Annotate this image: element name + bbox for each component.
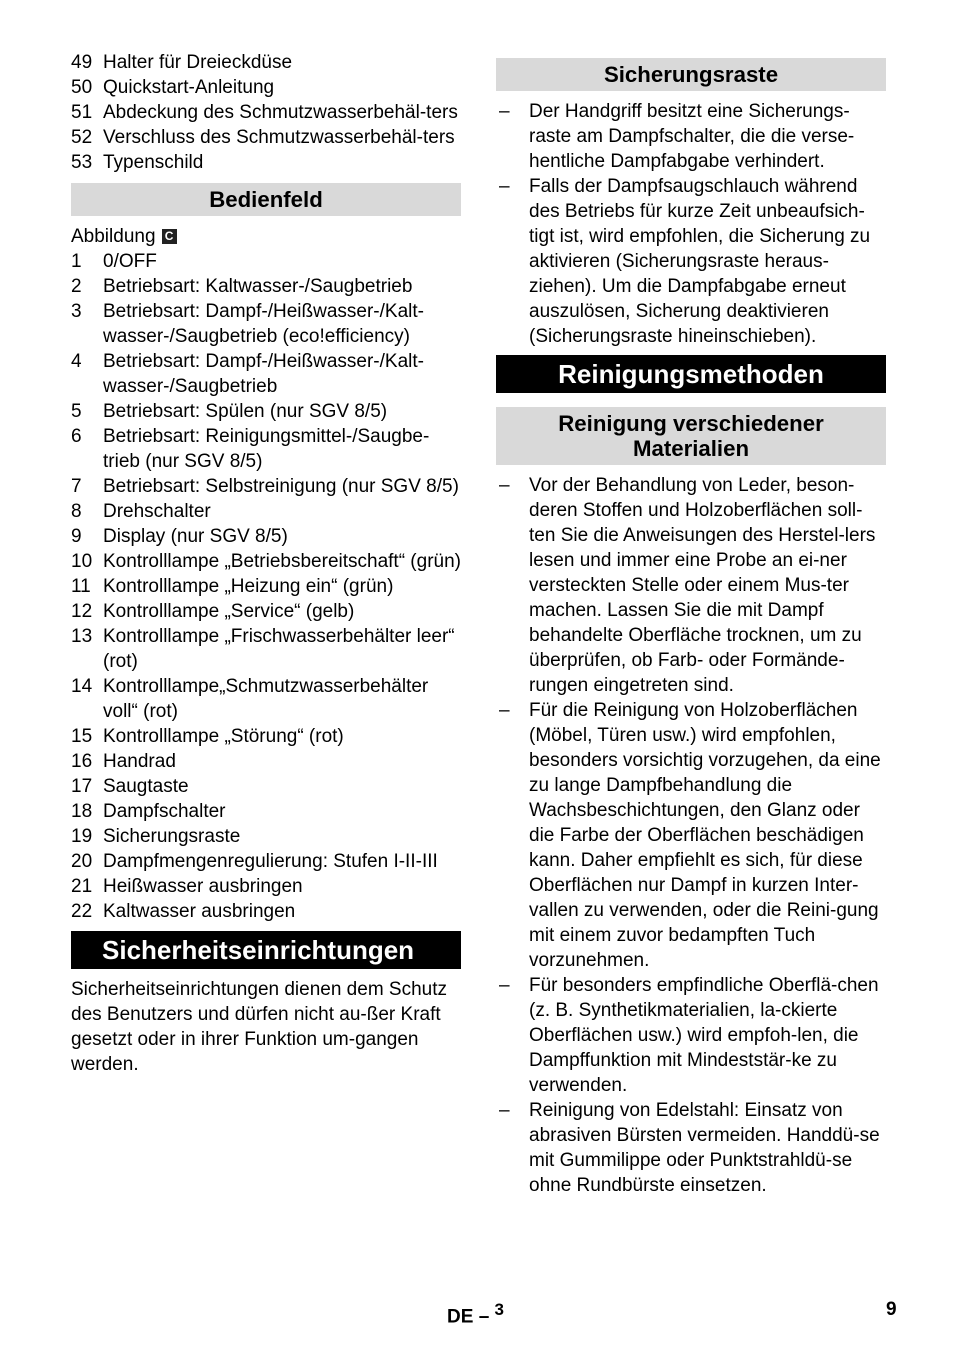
item-text: Drehschalter bbox=[103, 501, 211, 522]
list-item bbox=[71, 100, 461, 125]
list-item bbox=[496, 698, 886, 973]
figure-label: Abbildung bbox=[71, 226, 156, 247]
bullet-dash: – bbox=[499, 1100, 510, 1121]
item-text: Betriebsart: Selbstreinigung (nur SGV 8/5) bbox=[103, 476, 459, 497]
item-text: Kontrolllampe „Service“ (gelb) bbox=[103, 601, 355, 622]
item-number: 3 bbox=[71, 301, 82, 322]
list-item bbox=[71, 499, 461, 524]
safety-heading: Sicherheitseinrichtungen bbox=[71, 931, 461, 969]
list-item bbox=[496, 174, 886, 349]
item-text: 0/OFF bbox=[103, 251, 157, 272]
figure-badge: C bbox=[162, 229, 177, 244]
list-item bbox=[71, 349, 461, 399]
safety-text: Sicherheitseinrichtungen dienen dem Schutz des Benutzers und dürfen nicht au-ßer Kraft gesetzt oder in ihrer Funktion um-gangen werden. bbox=[71, 979, 448, 1075]
list-item bbox=[71, 249, 461, 274]
footer-language bbox=[447, 1297, 504, 1329]
item-number: 15 bbox=[71, 726, 93, 747]
item-text: Für die Reinigung von Holzoberflächen (Möbel, Türen usw.) wird empfohlen, besonders vorsichtig vorzugehen, da eine zu lange Dampfbehandlung die Wachsbeschichtungen, den Glanz oder die Farbe der Oberflächen beschädigen kann. Daher empfiehlt es sich, für diese Oberflächen nur Dampf in kurzen Inter-vallen zu verwenden, oder die Reini-gung mit einem zuvor bedampften Tuch vorzunehmen. bbox=[529, 700, 881, 971]
item-text: Reinigung von Edelstahl: Einsatz von abrasiven Bürsten vermeiden. Handdü-se mit Gummilippe oder Punktstrahldü-se ohne Rundbürste einsetzen. bbox=[529, 1100, 880, 1196]
materials-heading bbox=[496, 407, 886, 465]
item-text: Abdeckung des Schmutzwasserbehäl-ters bbox=[103, 102, 458, 123]
item-number: 10 bbox=[71, 551, 93, 572]
item-text: Dampfschalter bbox=[103, 801, 226, 822]
item-text: Saugtaste bbox=[103, 776, 189, 797]
item-text: Quickstart-Anleitung bbox=[103, 77, 275, 98]
sicherungsraste-heading: Sicherungsraste bbox=[496, 58, 886, 91]
list-item bbox=[71, 150, 461, 175]
list-item bbox=[496, 973, 886, 1098]
list-item bbox=[71, 849, 461, 874]
list-item bbox=[496, 473, 886, 698]
item-number: 2 bbox=[71, 276, 82, 297]
item-number: 8 bbox=[71, 501, 82, 522]
bullet-dash: – bbox=[499, 475, 510, 496]
item-number: 5 bbox=[71, 401, 82, 422]
item-number: 12 bbox=[71, 601, 93, 622]
item-number: 16 bbox=[71, 751, 93, 772]
item-text: Kontrolllampe„Schmutzwasserbehälter voll“ (rot) bbox=[103, 676, 429, 722]
list-item bbox=[71, 424, 461, 474]
list-item bbox=[71, 749, 461, 774]
item-text: Vor der Behandlung von Leder, beson-deren Stoffen und Holzoberflächen soll-ten Sie die Anweisungen des Herstel-lers lesen und immer eine Probe an ei-ner versteckten Stelle oder einem Mus-ter machen. Lassen Sie die mit Dampf behandelte Oberfläche trocknen, um zu überprüfen, ob Farb- oder Formände-rungen eingetreten sind. bbox=[529, 475, 876, 696]
item-text: Heißwasser ausbringen bbox=[103, 876, 303, 897]
list-item bbox=[71, 899, 461, 924]
footer-lang-code: DE bbox=[447, 1306, 474, 1328]
list-item bbox=[71, 874, 461, 899]
item-text: Betriebsart: Spülen (nur SGV 8/5) bbox=[103, 401, 388, 422]
item-number: 7 bbox=[71, 476, 82, 497]
list-item bbox=[496, 1098, 886, 1198]
materials-heading-line2: Materialien bbox=[632, 436, 750, 461]
item-text: Dampfmengenregulierung: Stufen I-II-III bbox=[103, 851, 438, 872]
list-item bbox=[71, 50, 461, 75]
item-number: 22 bbox=[71, 901, 93, 922]
item-number: 13 bbox=[71, 626, 93, 647]
item-number: 50 bbox=[71, 77, 93, 98]
item-text: Display (nur SGV 8/5) bbox=[103, 526, 288, 547]
item-number: 14 bbox=[71, 676, 93, 697]
left-column bbox=[71, 50, 461, 1077]
footer-page-number: 9 bbox=[886, 1299, 897, 1320]
list-item bbox=[496, 99, 886, 174]
right-column bbox=[496, 58, 886, 1198]
item-number: 18 bbox=[71, 801, 93, 822]
bedienfeld-heading: Bedienfeld bbox=[71, 183, 461, 216]
item-text: Kontrolllampe „Betriebsbereitschaft“ (grün) bbox=[103, 551, 461, 572]
item-number: 53 bbox=[71, 152, 93, 173]
list-item bbox=[71, 724, 461, 749]
bullet-dash: – bbox=[499, 700, 510, 721]
footer-section-page: 3 bbox=[494, 1300, 505, 1319]
item-text: Kontrolllampe „Störung“ (rot) bbox=[103, 726, 344, 747]
list-item bbox=[71, 75, 461, 100]
materials-heading-line1: Reinigung verschiedener bbox=[558, 411, 824, 436]
item-text: Der Handgriff besitzt eine Sicherungs-raste am Dampfschalter, die die verse-hentliche Dampfabgabe verhindert. bbox=[529, 101, 855, 172]
item-text: Betriebsart: Kaltwasser-/Saugbetrieb bbox=[103, 276, 413, 297]
item-number: 20 bbox=[71, 851, 93, 872]
list-item bbox=[71, 599, 461, 624]
list-item bbox=[71, 474, 461, 499]
item-text: Betriebsart: Reinigungsmittel-/Saugbe-trieb (nur SGV 8/5) bbox=[103, 426, 430, 472]
item-text: Kaltwasser ausbringen bbox=[103, 901, 296, 922]
sicherungsraste-list bbox=[496, 99, 886, 349]
materials-list bbox=[496, 473, 886, 1198]
list-item bbox=[71, 624, 461, 674]
item-number: 21 bbox=[71, 876, 93, 897]
list-item bbox=[71, 799, 461, 824]
item-text: Halter für Dreieckdüse bbox=[103, 52, 293, 73]
item-number: 49 bbox=[71, 52, 93, 73]
item-text: Verschluss des Schmutzwasserbehäl-ters bbox=[103, 127, 455, 148]
item-number: 52 bbox=[71, 127, 93, 148]
parts-list bbox=[71, 50, 461, 175]
list-item bbox=[71, 549, 461, 574]
footer-dash: – bbox=[478, 1306, 490, 1328]
item-text: Handrad bbox=[103, 751, 176, 772]
figure-reference bbox=[71, 224, 461, 249]
bullet-dash: – bbox=[499, 176, 510, 197]
item-number: 9 bbox=[71, 526, 82, 547]
item-number: 51 bbox=[71, 102, 93, 123]
item-text: Falls der Dampfsaugschlauch während des Betriebs für kurze Zeit unbeaufsich-tigt ist, wird empfohlen, die Sicherung zu aktivieren (Sicherungsraste heraus-ziehen). Um die Dampfabgabe erneut auszulösen, Sicherung deaktivieren (Sicherungsraste hineinschieben). bbox=[529, 176, 871, 347]
list-item bbox=[71, 674, 461, 724]
item-number: 17 bbox=[71, 776, 93, 797]
item-text: Betriebsart: Dampf-/Heißwasser-/Kalt-wasser-/Saugbetrieb bbox=[103, 351, 424, 397]
item-number: 19 bbox=[71, 826, 93, 847]
bullet-dash: – bbox=[499, 101, 510, 122]
list-item bbox=[71, 574, 461, 599]
item-text: Betriebsart: Dampf-/Heißwasser-/Kalt-wasser-/Saugbetrieb (eco!efficiency) bbox=[103, 301, 424, 347]
list-item bbox=[71, 524, 461, 549]
item-number: 4 bbox=[71, 351, 82, 372]
item-number: 1 bbox=[71, 251, 82, 272]
list-item bbox=[71, 299, 461, 349]
methods-heading: Reinigungsmethoden bbox=[496, 355, 886, 393]
bedienfeld-list bbox=[71, 249, 461, 924]
bullet-dash: – bbox=[499, 975, 510, 996]
list-item bbox=[71, 274, 461, 299]
item-text: Sicherungsraste bbox=[103, 826, 241, 847]
item-text: Typenschild bbox=[103, 152, 204, 173]
item-text: Für besonders empfindliche Oberflä-chen (z. B. Synthetikmaterialien, la-ckierte Oberflächen usw.) wird empfoh-len, die Dampffunktion mit Mindeststär-ke zu verwenden. bbox=[529, 975, 879, 1096]
list-item bbox=[71, 824, 461, 849]
item-number: 6 bbox=[71, 426, 82, 447]
list-item bbox=[71, 399, 461, 424]
list-item bbox=[71, 774, 461, 799]
item-number: 11 bbox=[71, 576, 91, 597]
item-text: Kontrolllampe „Heizung ein“ (grün) bbox=[103, 576, 394, 597]
item-text: Kontrolllampe „Frischwasserbehälter leer“ (rot) bbox=[103, 626, 455, 672]
list-item bbox=[71, 125, 461, 150]
